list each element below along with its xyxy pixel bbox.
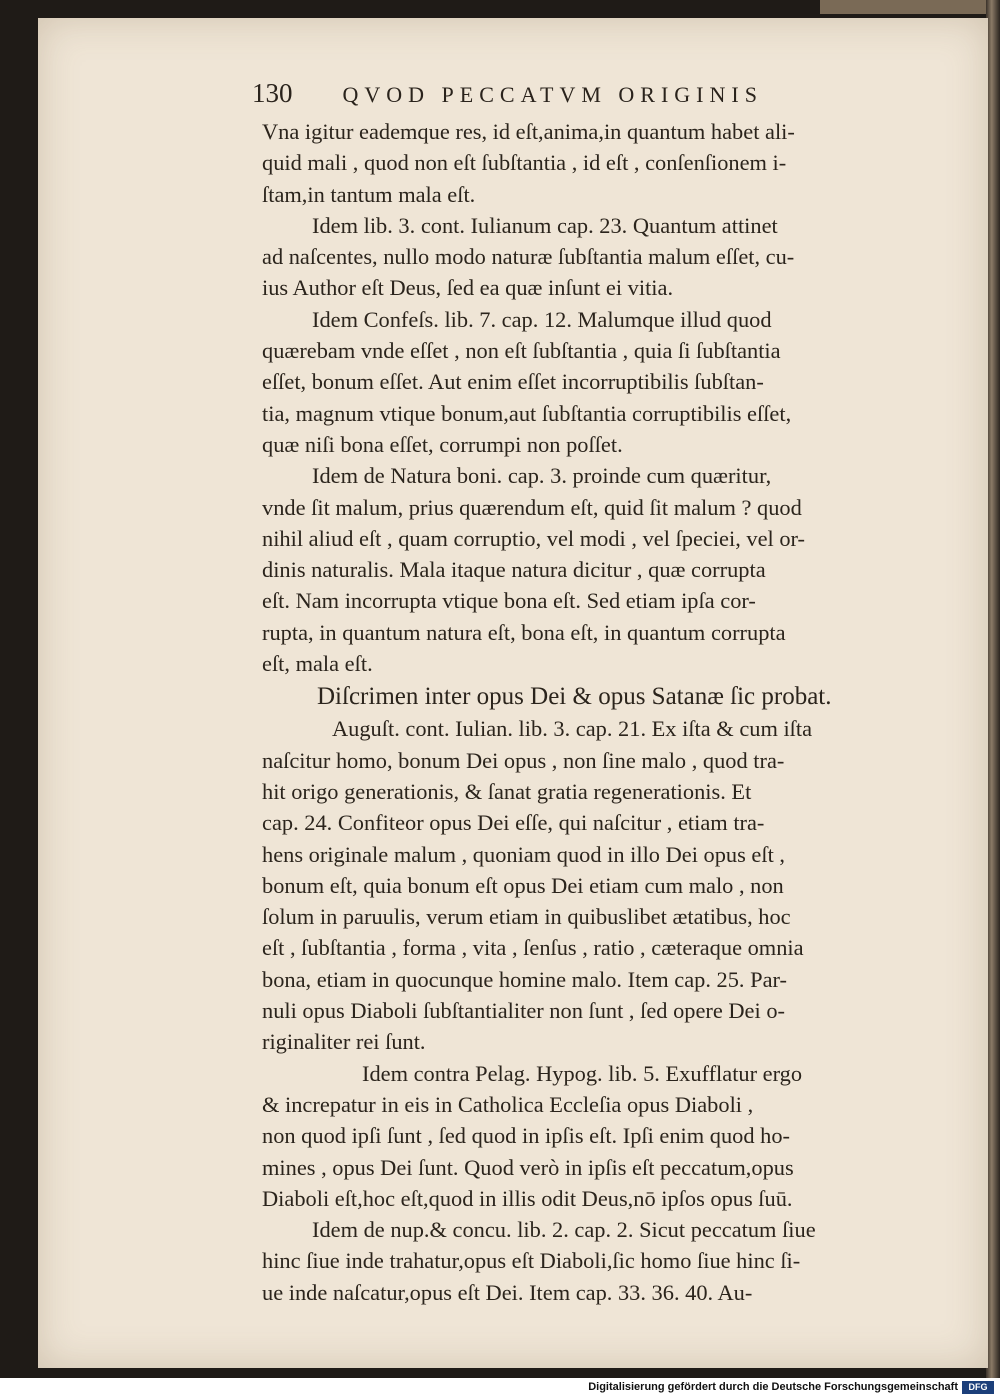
text-line: Diaboli eſt,hoc eſt,quod in illis odit Deus,nō ipſos opus ſuū. <box>262 1185 793 1211</box>
text-line: Idem de Natura boni. cap. 3. proinde cum quæritur, <box>312 463 772 489</box>
text-line: hens originale malum , quoniam quod in illo Dei opus eſt , <box>262 841 785 867</box>
text-line: ſtam,in tantum mala eſt. <box>262 181 476 207</box>
text-line: bonum eſt, quia bonum eſt opus Dei etiam cum malo , non <box>262 872 784 898</box>
text-line: rupta, in quantum natura eſt, bona eſt, in quantum corrupta <box>262 619 786 645</box>
text-line: quid mali , quod non eſt ſubſtantia , id eſt , conſenſionem i- <box>262 150 787 176</box>
text-line: quæ niſi bona eſſet, corrumpi non poſſet. <box>262 431 623 457</box>
text-line: tia, magnum vtique bonum,aut ſubſtantia corruptibilis eſſet, <box>262 400 792 426</box>
text-line: eſt, mala eſt. <box>262 651 373 677</box>
text-line: ſolum in paruulis, verum etiam in quibuslibet ætatibus, hoc <box>262 904 791 930</box>
funding-credit: Digitalisierung gefördert durch die Deutsche Forschungsgemeinschaft <box>588 1381 958 1393</box>
text-line: Auguſt. cont. Iulian. lib. 3. cap. 21. Ex iſta & cum iſta <box>332 716 813 742</box>
text-line: naſcitur homo, bonum Dei opus , non ſine malo , quod tra- <box>262 747 785 773</box>
running-title: QVOD PECCATVM ORIGINIS <box>342 82 763 107</box>
page-header <box>252 78 892 114</box>
text-line: nuli opus Diaboli ſubſtantialiter non ſunt , ſed opere Dei o- <box>262 998 785 1024</box>
text-line: Idem Confeſs. lib. 7. cap. 12. Malumque illud quod <box>312 306 772 332</box>
page-number: 130 <box>252 78 293 108</box>
text-line: nihil aliud eſt , quam corruptio, vel modi , vel ſpeciei, vel or- <box>262 525 806 551</box>
text-line: Idem contra Pelag. Hypog. lib. 5. Exufflatur ergo <box>362 1060 803 1086</box>
text-line: eſt , ſubſtantia , forma , vita , ſenſus , ratio , cæteraque omnia <box>262 935 804 961</box>
text-line: vnde ſit malum, prius quærendum eſt, quid ſit malum ? quod <box>262 494 802 520</box>
text-line: riginaliter rei ſunt. <box>262 1029 426 1055</box>
text-line: Vna igitur eademque res, id eſt,anima,in quantum habet ali- <box>262 119 795 144</box>
text-line: eſſet, bonum eſſet. Aut enim eſſet incorruptibilis ſubſtan- <box>262 369 764 395</box>
text-line: ius Author eſt Deus, ſed ea quæ inſunt ei vitia. <box>262 275 674 301</box>
text-line: hinc ſiue inde trahatur,opus eſt Diaboli,ſic homo ſiue hinc ſi- <box>262 1248 801 1274</box>
text-line: cap. 24. Confiteor opus Dei eſſe, qui naſcitur , etiam tra- <box>262 810 765 836</box>
text-line: eſt. Nam incorrupta vtique bona eſt. Sed etiam ipſa cor- <box>262 588 756 614</box>
text-line: & increpatur in eis in Catholica Eccleſia opus Diaboli , <box>262 1091 754 1117</box>
digitization-footer <box>0 1378 1000 1397</box>
text-line: mines , opus Dei ſunt. Quod verò in ipſis eſt peccatum,opus <box>262 1154 794 1180</box>
text-line: Idem de nup.& concu. lib. 2. cap. 2. Sicut peccatum ſiue <box>312 1217 816 1243</box>
text-line: Idem lib. 3. cont. Iulianum cap. 23. Quantum attinet <box>312 212 778 238</box>
book-edge-right <box>986 0 1000 1378</box>
text-line: dinis naturalis. Mala itaque natura dicitur , quæ corrupta <box>262 557 766 583</box>
text-line: hit origo generationis, & ſanat gratia regenerationis. Et <box>262 778 752 804</box>
book-edge-top <box>820 0 1000 14</box>
text-line: bona, etiam in quocunque homine malo. Item cap. 25. Par- <box>262 966 787 992</box>
text-line: ue inde naſcatur,opus eſt Dei. Item cap. 33. 36. 40. Au- <box>262 1279 753 1305</box>
section-heading: Diſcrimen inter opus Dei & opus Satanæ ſic probat. <box>317 683 832 711</box>
dfg-logo: DFG <box>962 1381 994 1394</box>
page-body <box>262 116 967 1308</box>
text-line: ad naſcentes, nullo modo naturæ ſubſtantia malum eſſet, cu- <box>262 244 795 270</box>
text-line: quærebam vnde eſſet , non eſt ſubſtantia , quia ſi ſubſtantia <box>262 338 781 364</box>
text-line: non quod ipſi ſunt , ſed quod in ipſis eſt. Ipſi enim quod ho- <box>262 1123 791 1149</box>
